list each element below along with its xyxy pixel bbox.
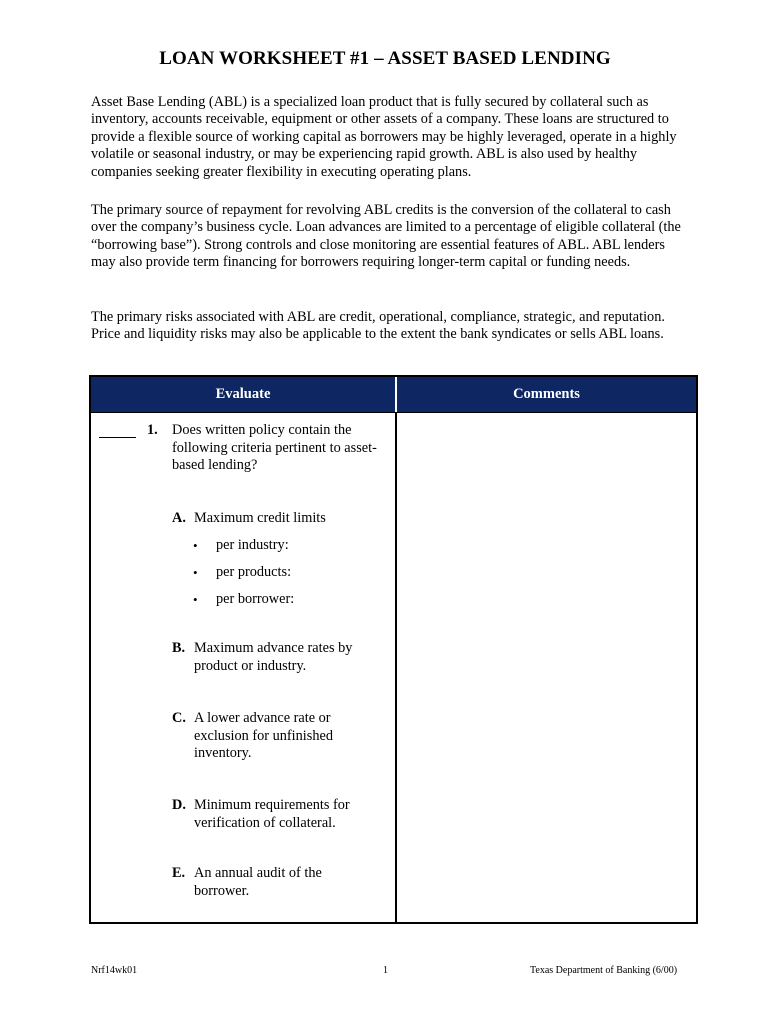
table-header (91, 377, 696, 412)
repayment-paragraph: The primary source of repayment for revolving ABL credits is the conversion of the collateral to cash over the company’s business cycle. Loan advances are limited to a percentage of eligible collateral (the “borrowing base”). Strong controls and close monitoring are essential features of ABL. ABL lenders may also provide term financing for borrowers requiring longer-term capital or funding needs. (91, 202, 681, 271)
worksheet-table (89, 375, 698, 924)
intro-paragraph: Asset Base Lending (ABL) is a specialized loan product that is fully secured by collateral such as inventory, accounts receivable, equipment or other assets of a company. These loans are structured to provide a flexible source of working capital as borrowers may be highly leveraged, operate in a highly volatile or seasonal industry, or may be experiencing rapid growth. ABL is also used by healthy companies seeking greater flexibility in executing operating plans. (91, 94, 677, 180)
item-d-letter: D. (172, 797, 186, 813)
item-b-letter: B. (172, 640, 186, 656)
bullet-icon: • (193, 565, 198, 580)
bullet-icon: • (193, 538, 198, 553)
item-b-text: Maximum advance rates by product or industry. (194, 640, 353, 674)
footer-form-code: Nrf14wk01 (91, 965, 138, 976)
page-title: LOAN WORKSHEET #1 – ASSET BASED LENDING (159, 48, 611, 69)
item-a-letter: A. (172, 510, 186, 526)
comments-area[interactable] (397, 413, 696, 922)
risks-paragraph: The primary risks associated with ABL are credit, operational, compliance, strategic, and reputation. Price and liquidity risks may also be applicable to the extent the bank syndicates or sells ABL loans. (91, 309, 665, 343)
item-d-text: Minimum requirements for verification of collateral. (194, 797, 350, 831)
item-e-text: An annual audit of the borrower. (194, 865, 322, 899)
question-number: 1. (147, 422, 158, 438)
item-e-letter: E. (172, 865, 186, 881)
bullet-per-products: per products: (216, 564, 292, 580)
item-c-letter: C. (172, 710, 186, 726)
footer-page-number: 1 (383, 965, 388, 976)
item-c-text: A lower advance rate or exclusion for unfinished inventory. (194, 710, 333, 761)
bullet-per-borrower: per borrower: (216, 591, 295, 607)
footer-agency: Texas Department of Banking (6/00) (530, 965, 678, 976)
header-comments: Comments (513, 386, 580, 402)
bullet-per-industry: per industry: (216, 537, 289, 553)
bullet-icon: • (193, 592, 198, 607)
answer-blank[interactable] (99, 423, 136, 438)
header-evaluate: Evaluate (215, 386, 271, 402)
item-a-text: Maximum credit limits (194, 510, 326, 526)
question-text: Does written policy contain the following criteria pertinent to asset-based lending? (172, 422, 377, 473)
